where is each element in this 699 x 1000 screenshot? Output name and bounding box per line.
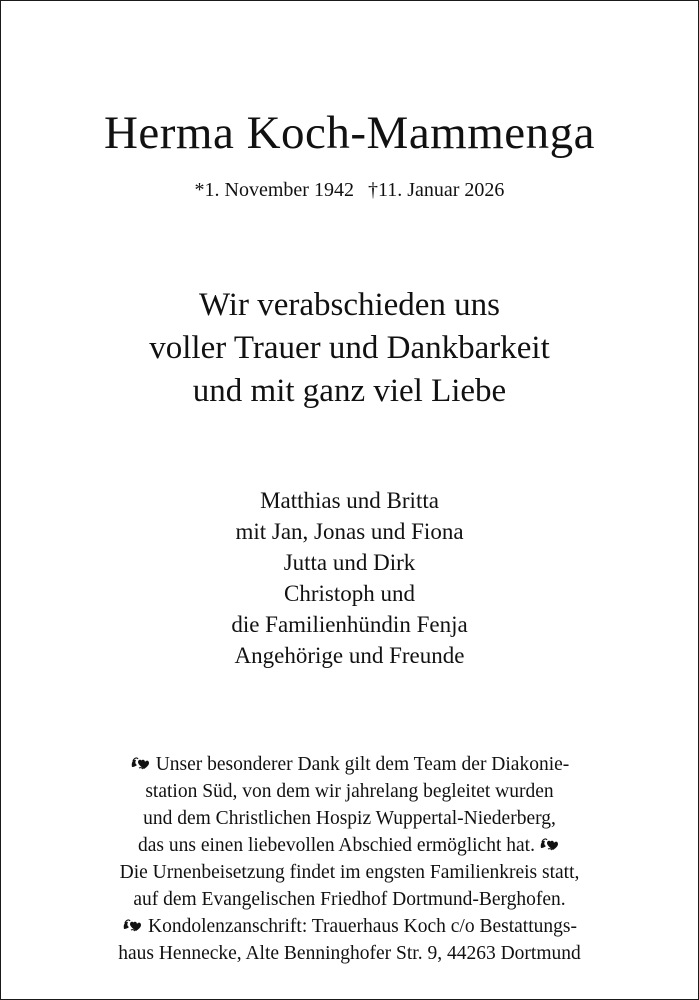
mourner-line: mit Jan, Jonas und Fiona — [235, 519, 464, 544]
notes-line: station Süd, von dem wir jahrelang begleitet wurden — [145, 781, 554, 802]
notes-line: und dem Christlichen Hospiz Wuppertal-Niederberg, — [143, 808, 556, 829]
motto-line: Wir verabschieden uns — [198, 287, 501, 323]
mourner-line: Jutta und Dirk — [283, 550, 416, 575]
farewell-motto — [1, 284, 698, 413]
mourner-line: Christoph und — [284, 581, 415, 606]
floral-heart-icon — [122, 917, 144, 933]
deceased-name: Herma Koch-Mammenga — [103, 107, 596, 159]
motto-line: und mit ganz viel Liebe — [192, 373, 507, 409]
mourner-line: Angehörige und Freunde — [234, 643, 465, 668]
notes-line: Kondolenzanschrift: Trauerhaus Koch c/o Bestattungs- — [1, 913, 698, 940]
notes-line: haus Hennecke, Alte Benninghofer Str. 9, 44263 Dortmund — [118, 943, 581, 964]
floral-heart-icon — [539, 836, 561, 852]
mourners-list — [1, 485, 698, 671]
notes-line: Die Urnenbeisetzung findet im engsten Familienkreis statt, — [119, 862, 580, 883]
mourner-line: die Familienhündin Fenja — [231, 612, 468, 637]
notes-line: auf dem Evangelischen Friedhof Dortmund-Berghofen. — [133, 889, 566, 910]
mourner-line: Matthias und Britta — [260, 488, 439, 513]
death-date: †11. Januar 2026 — [367, 179, 505, 201]
notes-line: das uns einen liebevollen Abschied ermöglicht hat. — [1, 832, 698, 859]
life-dates — [1, 177, 698, 203]
floral-heart-icon — [130, 755, 152, 771]
closing-notes — [1, 751, 698, 967]
notes-line: Unser besonderer Dank gilt dem Team der Diakonie- — [1, 751, 698, 778]
birth-date: *1. November 1942 — [194, 179, 354, 201]
motto-line: voller Trauer und Dankbarkeit — [149, 330, 550, 366]
